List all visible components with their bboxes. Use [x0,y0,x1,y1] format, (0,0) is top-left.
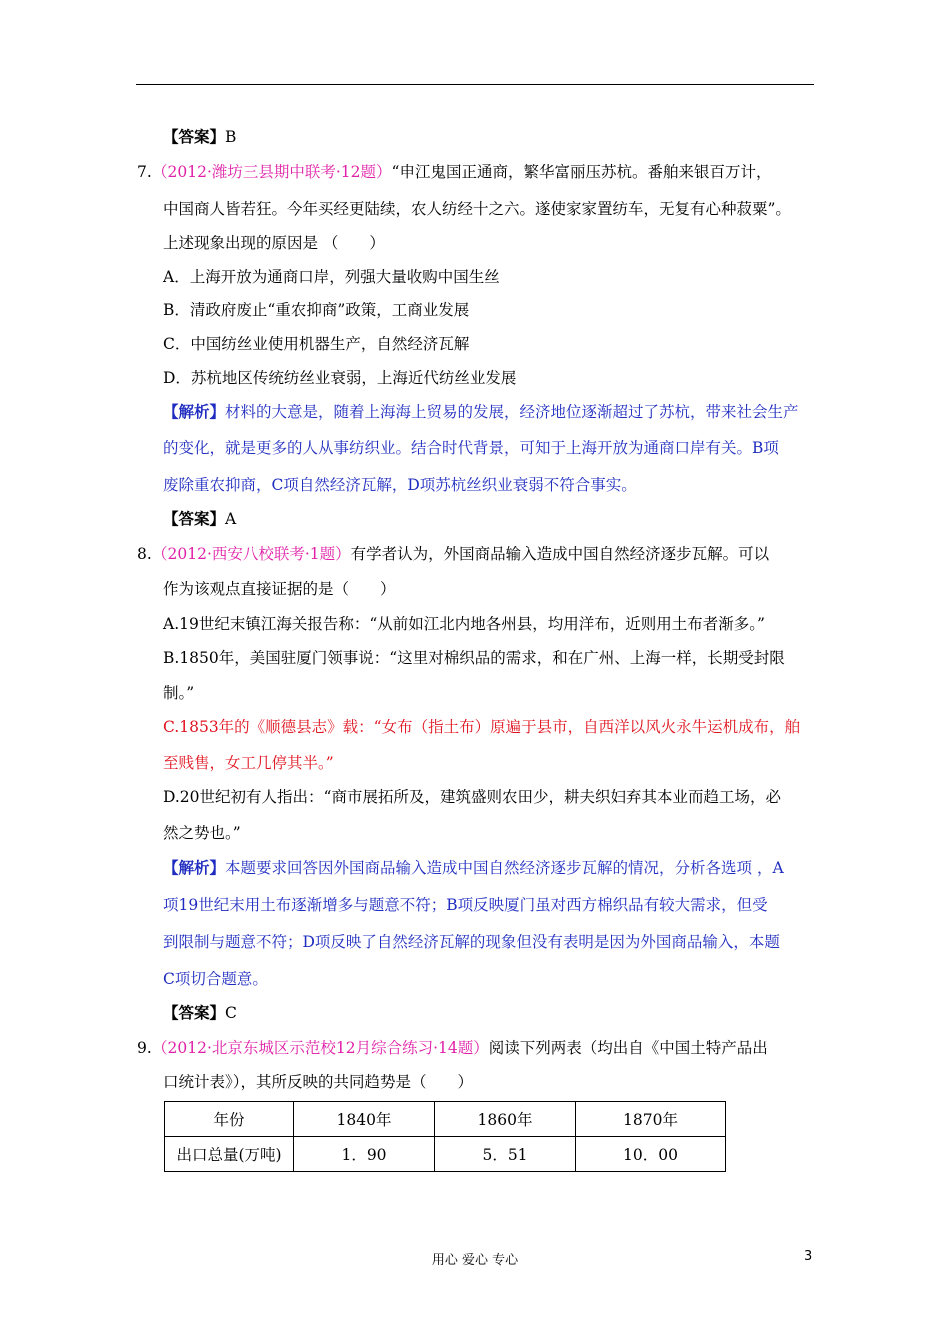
q7-option-b: B．清政府废止“重农抑商”政策，工商业发展 [163,301,470,319]
q9-source: （2012·北京东城区示范校12月综合练习·14题） [152,1039,489,1057]
answer-6 [163,127,236,147]
q9-number: 9. [137,1039,152,1057]
q7-number: 7. [137,163,152,181]
page-number: 3 [804,1249,813,1264]
q7-source: （2012·潍坊三县期中联考·12题） [152,163,392,181]
q7-stem-line-3: 上述现象出现的原因是 （ ） [163,234,385,252]
answer-label: 【答案】 [163,127,226,146]
q7-analysis-line-1: 【解析】材料的大意是，随着上海海上贸易的发展，经济地位逐渐超过了苏杭，带来社会生产 [163,402,799,421]
table-header-cell: 1840年 [294,1102,435,1137]
q7-stem-line-2: 中国商人皆若狂。今年买经更陆续，农人纺经十之六。遂使家家置纺车，无复有心种菽粟”。 [163,200,791,218]
q8-analysis-line-1: 【解析】本题要求回答因外国商品输入造成中国自然经济逐步瓦解的情况，分析各选项 ，A [163,858,784,877]
table-cell: 5．51 [435,1137,576,1172]
q8-option-d-line-2: 然之势也。” [163,824,241,842]
q8-number: 8. [137,545,152,563]
q8-stem-line-2: 作为该观点直接证据的是（ ） [163,580,396,598]
q8-option-c-line-2: 至贱售，女工几停其半。” [163,754,334,772]
q7-stem-line-1: （2012·潍坊三县期中联考·12题）“申江鬼国正通商，繁华富丽压苏杭。番舶来银百万计， [152,163,772,181]
table-row [165,1137,726,1172]
q7-analysis-line-3: 废除重农抑商，C项自然经济瓦解，D项苏杭丝织业衰弱不符合事实。 [163,476,637,494]
q8-source: （2012·西安八校联考·1题） [152,545,351,563]
q9-stem-line-1: （2012·北京东城区示范校12月综合练习·14题）阅读下列两表（均出自《中国土特产品出 [152,1039,768,1057]
q8-analysis-line-4: C项切合题意。 [163,970,268,988]
table-header-cell: 1860年 [435,1102,576,1137]
table-header-cell: 年份 [165,1102,294,1137]
page-footer: 用心 爱心 专心 [431,1253,519,1268]
q8-option-b-line-1: B.1850年，美国驻厦门领事说：“这里对棉织品的需求，和在广州、上海一样，长期受封限 [163,649,785,667]
q7-analysis-line-2: 的变化，就是更多的人从事纺织业。结合时代背景，可知于上海开放为通商口岸有关。B项 [163,439,779,457]
table-cell: 10．00 [576,1137,726,1172]
q7-option-a: A．上海开放为通商口岸，列强大量收购中国生丝 [163,268,500,286]
analysis-label: 【解析】 [163,402,226,421]
q7-answer [163,509,236,529]
q7-option-c: C．中国纺丝业使用机器生产，自然经济瓦解 [163,335,470,353]
table-cell: 1．90 [294,1137,435,1172]
q8-analysis-line-3: 到限制与题意不符；D项反映了自然经济瓦解的现象但没有表明是因为外国商品输入，本题 [163,933,780,951]
table-header-row [165,1102,726,1137]
header-rule [136,84,814,85]
table-header-cell: 1870年 [576,1102,726,1137]
answer-value: B [225,128,237,146]
q8-option-b-line-2: 制。” [163,684,195,702]
q8-option-d-line-1: D.20世纪初有人指出：“商市展拓所及，建筑盛则农田少，耕夫织妇弃其本业而趋工场，必 [163,788,781,806]
q8-answer [163,1003,237,1023]
q8-option-a: A.19世纪末镇江海关报告称：“从前如江北内地各州县，均用洋布，近则用土布者渐多。” [163,615,765,633]
q8-analysis-line-2: 项19世纪末用土布逐渐增多与题意不符；B项反映厦门虽对西方棉织品有较大需求，但受 [163,896,768,914]
answer-value: A [225,510,237,528]
answer-value: C [225,1004,237,1022]
q9-stem-line-2: 口统计表》），其所反映的共同趋势是（ ） [163,1073,474,1091]
analysis-label: 【解析】 [163,858,226,877]
table-cell: 出口总量(万吨) [165,1137,294,1172]
export-table [164,1101,726,1172]
answer-label: 【答案】 [163,1003,226,1022]
q8-option-c-line-1: C.1853年的《顺德县志》载：“女布（指土布）原遍于县市，自西洋以风火永牛运机成布，舶 [163,718,801,736]
q8-stem-line-1: （2012·西安八校联考·1题）有学者认为，外国商品输入造成中国自然经济逐步瓦解。可以 [152,545,770,563]
q7-option-d: D．苏杭地区传统纺丝业衰弱，上海近代纺丝业发展 [163,369,517,387]
answer-label: 【答案】 [163,509,226,528]
